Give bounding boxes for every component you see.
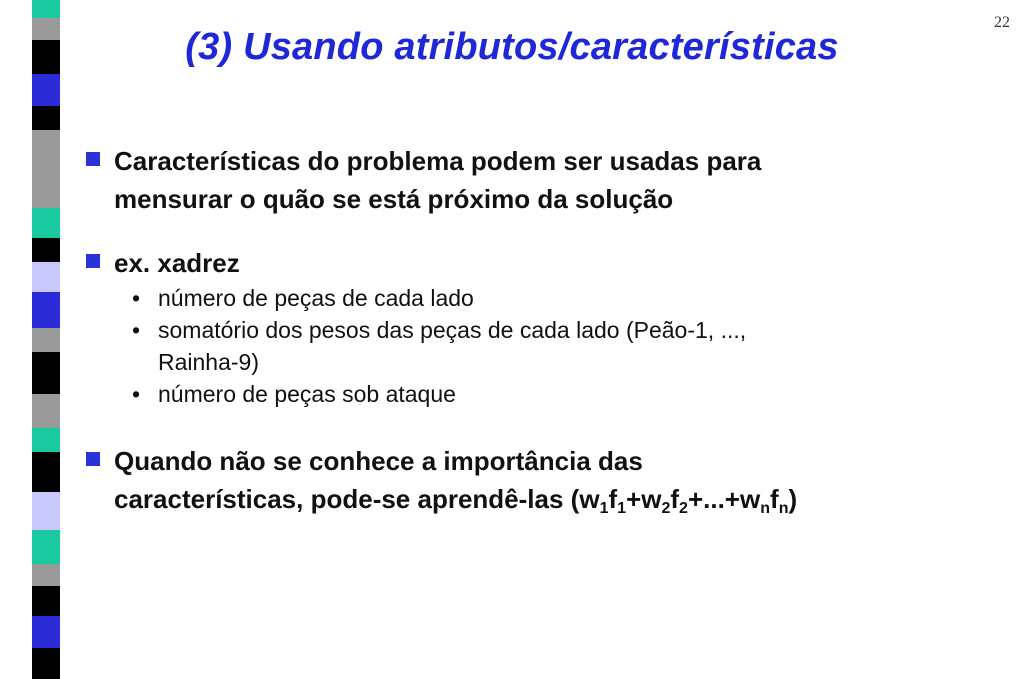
sub-bullet-item xyxy=(132,282,946,314)
sub-bullet-item xyxy=(132,314,946,378)
formula-f2: f xyxy=(670,484,680,514)
sub-bullet-line: somatório dos pesos das peças de cada lado (Peão-1, ..., xyxy=(158,317,747,343)
sub-bullet-item xyxy=(132,378,946,410)
formula-w2: w xyxy=(641,484,662,514)
subscript: n xyxy=(760,500,771,517)
slide-body xyxy=(86,142,946,518)
dot-bullet-icon: • xyxy=(132,317,141,343)
bullet-item xyxy=(86,142,946,218)
bar-segment xyxy=(32,74,60,106)
bar-segment xyxy=(32,648,60,679)
sub-bullet-line: Rainha-9) xyxy=(158,349,259,375)
formula-w1: w xyxy=(579,484,600,514)
bar-segment xyxy=(32,530,60,564)
bar-left-margin xyxy=(0,0,32,679)
square-bullet-icon xyxy=(86,254,100,268)
bullet-line: Quando não se conhece a importância das xyxy=(114,446,643,476)
bullet-line xyxy=(114,480,797,518)
formula-wn: w xyxy=(740,484,761,514)
bar-segment xyxy=(32,428,60,452)
formula-ellipsis: +...+ xyxy=(687,484,740,514)
dot-bullet-icon: • xyxy=(132,285,141,311)
formula-plus: + xyxy=(626,484,642,514)
sub-bullet-text xyxy=(158,314,746,378)
formula-fn: f xyxy=(770,484,779,514)
bullet-text: ex. xadrez xyxy=(114,248,240,278)
bar-right-margin xyxy=(60,0,72,679)
square-bullet-icon xyxy=(86,152,100,166)
weighted-sum-formula xyxy=(579,484,798,517)
bar-segment xyxy=(32,292,60,328)
subscript: 1 xyxy=(599,500,609,517)
dot-bullet-icon: • xyxy=(132,381,141,407)
bar-segment xyxy=(32,564,60,586)
subscript: 1 xyxy=(617,500,627,517)
formula-f1: f xyxy=(608,484,618,514)
bullet-text xyxy=(114,442,797,518)
sub-bullet-text xyxy=(158,378,456,410)
bar-segment xyxy=(32,452,60,492)
sub-bullet-line: número de peças sob ataque xyxy=(158,381,456,407)
bar-segment xyxy=(32,616,60,648)
bar-segment xyxy=(32,238,60,262)
bar-segment xyxy=(32,328,60,352)
bullet-line: mensurar o quão se está próximo da solução xyxy=(114,184,674,214)
bar-segment xyxy=(32,0,60,18)
bar-segment xyxy=(32,172,60,208)
sub-bullet-list xyxy=(132,282,946,410)
bullet-item xyxy=(86,442,946,518)
page-number: 22 xyxy=(994,14,1010,31)
sub-bullet-line: número de peças de cada lado xyxy=(158,285,474,311)
slide-title: (3) Usando atributos/características xyxy=(185,26,839,68)
sub-bullet-text xyxy=(158,282,474,314)
bullet-item xyxy=(86,244,946,282)
bullet-line-text: características, pode-se aprendê-las ( xyxy=(114,484,580,514)
subscript: 2 xyxy=(661,500,671,517)
bullet-text xyxy=(114,142,761,218)
subscript: 2 xyxy=(679,500,688,517)
bar-segment xyxy=(32,492,60,530)
formula-close-paren: ) xyxy=(788,484,798,514)
bar-segment xyxy=(32,586,60,616)
bar-segment xyxy=(32,208,60,238)
bar-segment xyxy=(32,352,60,394)
square-bullet-icon xyxy=(86,452,100,466)
bar-segment xyxy=(32,394,60,428)
bullet-line: Características do problema podem ser usadas para xyxy=(114,146,762,176)
bar-segment xyxy=(32,262,60,292)
bar-segment xyxy=(32,130,60,172)
color-block-bar xyxy=(32,0,60,679)
subscript: n xyxy=(778,500,789,517)
bar-segment xyxy=(32,106,60,130)
